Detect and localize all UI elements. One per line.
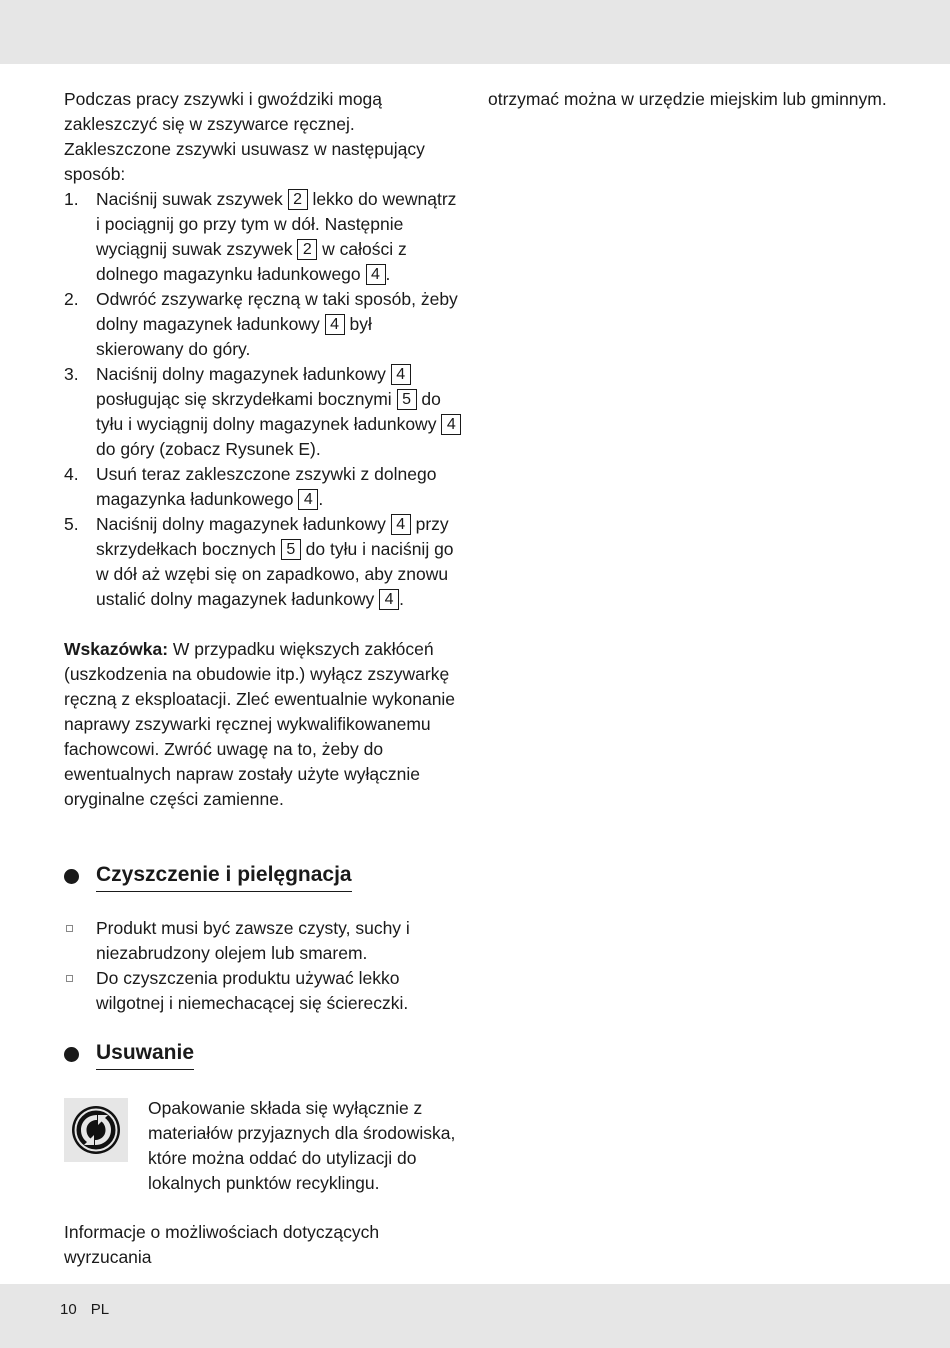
cleaning-heading (64, 860, 464, 892)
part-ref-box: 4 (391, 514, 411, 535)
list-item-text: Produkt musi być zawsze czysty, suchy i niezabrudzony olejem lub smarem. (96, 918, 410, 963)
bullet-dot-icon (64, 869, 79, 884)
step-item (64, 462, 464, 512)
language-code: PL (90, 1301, 110, 1318)
list-item (64, 966, 464, 1016)
disposal-info-continued: otrzymać można w urzędzie miejskim lub gminnym. (488, 89, 887, 109)
square-bullet-icon (66, 975, 73, 982)
step-text: do góry (zobacz Rysunek E). (96, 439, 321, 459)
header-bar (0, 0, 950, 64)
step-text: lekko do wewnątrz i pociągnij go przy tym w dół. Następnie wyciągnij suwak zszywek (96, 189, 457, 259)
page-footer (60, 1299, 123, 1321)
list-item-text: Do czyszczenia produktu używać lekko wilgotnej i niemechacącej się ściereczki. (96, 968, 409, 1013)
step-text: Naciśnij suwak zszywek (96, 189, 288, 209)
step-item (64, 187, 464, 287)
list-item (64, 916, 464, 966)
part-ref-box: 4 (441, 414, 461, 435)
disposal-info-text: Informacje o możliwościach dotyczących wyrzucania (64, 1222, 380, 1267)
recycle-block (64, 1096, 464, 1196)
step-item (64, 512, 464, 612)
step-text: Naciśnij dolny magazynek ładunkowy (96, 514, 391, 534)
note-text: W przypadku większych zakłóceń (uszkodzenia na obudowie itp.) wyłącz zszywarkę ręczną z eksploatacji. Zleć ewentualnie wykonanie naprawy zszywarki ręcznej wykwalifikowanemu fachowcowi. Zwróć uwagę na to, żeby do ewentualnych napraw zostały użyte wyłącznie oryginalne części zamienne. (64, 639, 456, 809)
step-number: 2. (64, 289, 79, 309)
right-column (488, 87, 908, 112)
part-ref-box: 2 (288, 189, 308, 210)
part-ref-box: 2 (297, 239, 317, 260)
bullet-dot-icon (64, 1047, 79, 1062)
intro-paragraph: Podczas pracy zszywki i gwoździki mogą zakleszczyć się w zszywarce ręcznej. Zakleszczone zszywki usuwasz w następujący sposób: (64, 89, 425, 184)
step-text: Naciśnij dolny magazynek ładunkowy (96, 364, 391, 384)
step-text: . (385, 264, 391, 284)
step-text: Usuń teraz zakleszczone zszywki z dolnego magazynka ładunkowego (96, 464, 437, 509)
part-ref-box: 5 (281, 539, 301, 560)
step-item (64, 362, 464, 462)
step-text: do tyłu i wyciągnij dolny magazynek ładunkowy (96, 389, 442, 434)
part-ref-box: 4 (379, 589, 399, 610)
part-ref-box: 4 (366, 264, 386, 285)
left-column (64, 87, 464, 1270)
step-number: 5. (64, 514, 79, 534)
step-text: do tyłu i naciśnij go w dół aż wzębi się on zapadkowo, aby znowu ustalić dolny magazynek ładunkowy (96, 539, 454, 609)
step-number: 4. (64, 464, 79, 484)
recycle-text: Opakowanie składa się wyłącznie z materiałów przyjaznych dla środowiska, które można oddać do utylizacji do lokalnych punktów recyklingu. (148, 1098, 456, 1193)
step-text: . (318, 489, 324, 509)
part-ref-box: 4 (298, 489, 318, 510)
disposal-heading (64, 1038, 464, 1070)
steps-list (64, 187, 464, 612)
step-item (64, 287, 464, 362)
cleaning-list (64, 916, 464, 1016)
step-number: 3. (64, 364, 79, 384)
step-text: w całości z dolnego magazynku ładunkowego (96, 239, 407, 284)
part-ref-box: 5 (397, 389, 417, 410)
disposal-title: Usuwanie (96, 1038, 194, 1070)
note-label: Wskazówka: (64, 639, 169, 659)
recycling-green-dot-icon (64, 1098, 128, 1162)
step-number: 1. (64, 189, 79, 209)
step-text: . (399, 589, 404, 609)
square-bullet-icon (66, 925, 73, 932)
step-text: przy skrzydełkach bocznych (96, 514, 449, 559)
footer-bar (0, 1284, 950, 1348)
step-text: był skierowany do góry. (96, 314, 372, 359)
part-ref-box: 4 (391, 364, 411, 385)
cleaning-title: Czyszczenie i pielęgnacja (96, 860, 352, 892)
part-ref-box: 4 (325, 314, 345, 335)
note-paragraph (64, 637, 464, 812)
step-text: posługując się skrzydełkami bocznymi (96, 389, 397, 409)
step-text: Odwróć zszywarkę ręczną w taki sposób, żeby dolny magazynek ładunkowy (96, 289, 458, 334)
page-number: 10 (60, 1301, 77, 1318)
